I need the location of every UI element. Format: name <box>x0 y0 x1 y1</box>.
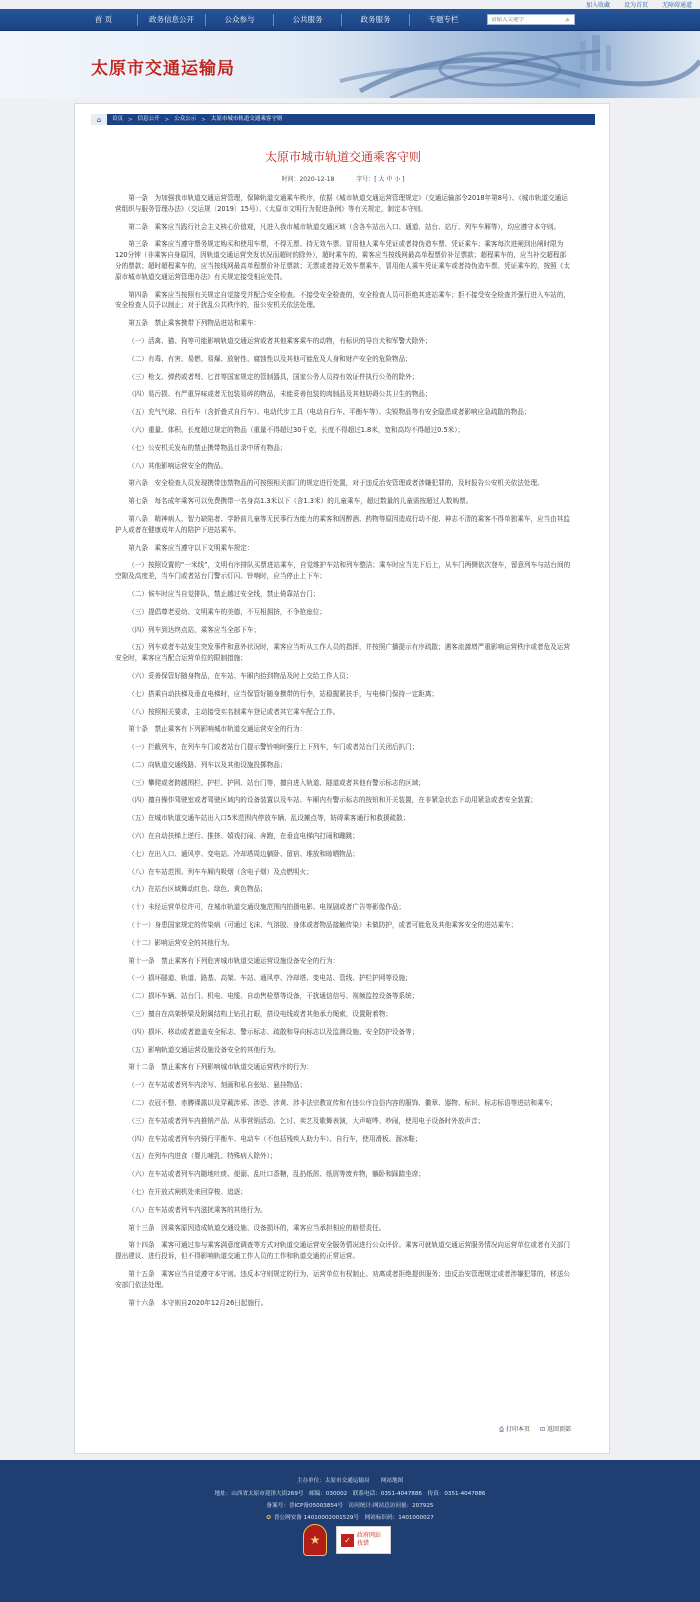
font-size-options[interactable]: [ 大 中 小 ] <box>374 176 405 183</box>
nav-public-service[interactable]: 公共服务 <box>292 14 323 24</box>
site-banner <box>0 31 700 98</box>
search-input[interactable] <box>491 17 561 23</box>
article-paragraph: （七）公安机关发布的禁止携带物品目录中所有物品； <box>128 443 287 452</box>
article-paragraph: （六）在车站或者列车内随地吐痰、便溺、乱吐口香糖，乱扔纸屑、纸屑等废弃物，躺卧和踩踏坐席； <box>128 1170 425 1179</box>
article-paragraph: （十一）身患国家规定的传染病（可通过飞沫、气溶胶、身体或者物品接触传染）未做防护，或者可能危及其他乘客安全的进站乘车； <box>128 921 518 930</box>
breadcrumb-current: 太原市城市轨道交通乘客守则 <box>210 116 283 122</box>
article-paragraph: （一）损坏隧道、轨道、路基、高架、车站、通风亭、冷却塔、变电站、管线、护栏护网等设施； <box>128 974 412 983</box>
article-paragraph: （七）在开放式闸机处来回穿梭、追逐； <box>128 1188 247 1197</box>
back-to-top-button[interactable] <box>540 1424 571 1434</box>
doc-meta <box>75 174 611 183</box>
article-paragraph: 第七条 每名成年乘客可以免费携带一名身高1.3米以下（含1.3米）的儿童乘车，超过数量的儿童需按超过人数购票。 <box>128 497 473 506</box>
article-paragraph: 第二条 乘客应当践行社会主义核心价值观，凡进入我市城市轨道交通区域（含各车站出入口、通道、站台、站厅、列车车厢等），均应遵守本守则。 <box>128 222 561 231</box>
article-paragraph: （二）衣冠不整、赤膊裸露以及穿戴涉邪、涉恐、涉黄、涉非法宗教宣传和有违公序良俗内容的服饰、徽章、器物、标识、标志标语等进站和乘车； <box>128 1099 557 1108</box>
article-paragraph: （一）拦截列车，在列车车门或者站台门提示警铃响时强行上下列车，车门或者站台门关闭后扒门； <box>128 743 419 752</box>
article-paragraph: （一）在车站或者列车内涂写、刻画和私自张贴、悬挂物品； <box>128 1081 307 1090</box>
article-paragraph: 第九条 乘客应当遵守以下文明乘车规定： <box>128 543 254 552</box>
article-paragraph: （七）在出入口、通风亭、变电站、冷却塔周边躺卧、留宿、堆放和晾晒物品； <box>128 849 359 858</box>
article-paragraph: 第三条 乘客应当遵守票务规定购买和使用车票，不得无票、持无效车票、冒用他人乘车凭证或者持伪造车票、凭证乘车；乘客每次进闸到出闸时限为120分钟（非乘客自身原因，因轨道交通运营突发状况而超时的除外），超时乘车的，乘客应当按线网最高单程票价补足票款；超程乘车的，应当补交超程部分的票款；超时超程乘车的，应当按线网最高单程票价补足票款；无票或者持无效车票乘车，冒用他人乘车凭证乘车或者持伪造车票、凭证乘车的，按照《太原市城市轨道交通运营管理办法》有关规定接受相应处罚。 <box>115 240 570 281</box>
article-body <box>115 193 571 1308</box>
article-paragraph: 第一条 为加强我市轨道交通运营管理，保障轨道交通乘车秩序，依据《城市轨道交通运营管理规定》（交通运输部令2018年第8号）、《城市轨道交通运营组织与服务管理办法》（交运规〔2019〕15号）、《太原市文明行为促进条例》等有关规定，制定本守则。 <box>115 194 568 213</box>
article-paragraph: （八）在车站或者列车内滋扰乘客的其他行为。 <box>128 1205 267 1214</box>
article-paragraph: （五）影响轨道交通运营设施设备安全的其他行为。 <box>128 1045 280 1054</box>
print-button[interactable] <box>499 1424 530 1434</box>
article-paragraph: （四）在车站或者列车内骑行平衡车、电动车（不包括残疾人助力车）、自行车，使用滑板、溜冰鞋； <box>128 1134 422 1143</box>
article-paragraph: （六）妥善保管好随身物品，在车站、车厢内拾到物品及时上交给工作人员； <box>128 671 353 680</box>
article-paragraph: （五）充气气球、自行车（含折叠式自行车）、电动代步工具（电动自行车、平衡车等）、尖锐物品等有安全隐患或者影响应急疏散的物品； <box>128 408 531 417</box>
footer-icp: 备案号：晋ICP备05003854号 访问统计:网站总访问量：207925 <box>266 1503 434 1509</box>
article-paragraph: （八）按照相关要求，主动接受实名制乘车登记或者其它乘车配合工作。 <box>128 707 340 716</box>
nav-special-topics[interactable]: 专题专栏 <box>428 14 459 24</box>
article-paragraph: （三）提倡尊老爱幼、文明乘车的美德，不互相拥挤，不争抢座位； <box>128 607 326 616</box>
search-icon[interactable]: ⌕ <box>565 16 570 24</box>
article-paragraph: （六）重量、体积、长度超过规定的物品（重量不得超过30千克，长度不得超过1.8米，宽和高均不得超过0.5米）； <box>128 425 465 434</box>
article-paragraph: （三）擅自在高架桥梁及附属结构上钻孔打眼，搭设电线或者其他承力绳索，设置附着物； <box>128 1010 392 1019</box>
article-paragraph: 第六条 安全检查人员发现携带违禁物品的可按照相关部门的规定进行处置，对于违反治安管理或者涉嫌犯罪的，及时报告公安机关依法处理。 <box>128 479 544 488</box>
set-homepage-link[interactable]: 设为首页 <box>623 2 648 9</box>
gov-site-badge-text <box>357 1532 381 1548</box>
article-paragraph: （四）易污损、有严重异味或者无包装易碎的物品，未能妥善包装的肉制品及其他妨碍公共卫生的物品； <box>128 390 432 399</box>
article-paragraph: （五）在城市轨道交通车站出入口5米范围内停放车辆、乱设摊点等，妨碍乘客通行和救援疏散； <box>128 814 410 823</box>
add-favorite-link[interactable]: 加入收藏 <box>585 2 610 9</box>
home-icon[interactable]: ⌂ <box>91 114 107 125</box>
nav-info-disclosure[interactable]: 政务信息公开 <box>149 14 194 24</box>
article-paragraph: （六）在自动扶梯上逆行、推挤、嬉戏打闹、奔跑，在垂直电梯内打闹和蹦跳； <box>128 832 359 841</box>
nav-gov-service[interactable]: 政务服务 <box>360 14 391 24</box>
article-paragraph: （五）列车或者车站发生突发事件和意外状况时，乘客应当听从工作人员的指挥，并按照广播提示有序疏散；遇客流激增严重影响运营秩序或者危及运营安全时，乘客应当配合运营单位的限制措施； <box>115 643 570 663</box>
accessibility-link[interactable]: 无障碍通道 <box>661 2 692 9</box>
article-paragraph: 第八条 精神病人、智力缺陷者、学龄前儿童等无民事行为能力的乘客和因醉酒、药物等原因造成行动不便、神志不清的乘客不得单独乘车，应当由其监护人或者在健康成年人的陪护下进站乘车。 <box>115 514 570 534</box>
page-title: 太原市城市轨道交通乘客守则 <box>264 150 421 164</box>
article-paragraph: （九）在站台区域舞动红色、绿色、黄色物品； <box>128 885 267 894</box>
article-paragraph: （一）活禽、猫、狗等可能影响轨道交通运营或者其他乘客乘车的动物，有标识的导盲犬和军警犬除外； <box>128 336 432 345</box>
footer-police-row <box>0 1513 700 1521</box>
article-paragraph: （三）枪支、弹药或者弩、匕首等国家规定的管制器具，国家公务人员持有效证件执行公务的除外； <box>128 372 419 381</box>
article-paragraph: （一）按照设置的“一米线”，文明有序排队买票进站乘车，自觉维护车站和列车整洁；乘车时应当先下后上，从车门两侧依次登车，留意列车与站台间的空隙及高度差，当车门或者站台门警示灯闪、铃响时，应当停止上下车； <box>115 561 571 581</box>
article-paragraph: （四）损坏、移动或者遮盖安全标志、警示标志、疏散和导向标志以及监测设施、安全防护设备等； <box>128 1027 419 1036</box>
nav-home[interactable]: 首 页 <box>94 14 113 24</box>
font-size-label: 字号： <box>356 176 375 183</box>
search-box <box>487 14 575 25</box>
article-paragraph: （二）候车时应当自觉排队，禁止越过安全线，禁止倚靠站台门； <box>128 589 320 598</box>
gov-badge-line2: 找错 <box>357 1540 370 1547</box>
gov-site-icon: ✓ <box>341 1534 354 1547</box>
breadcrumb-home[interactable]: 首页 <box>112 116 124 122</box>
article-paragraph: （四）擅自操作驾驶室或者驾驶区域内的设备装置以及车站、车厢内有警示标志的按钮和开关装置，在非紧急状态下动用紧急或者安全装置； <box>128 796 537 805</box>
article-paragraph: （三）攀爬或者跨越围栏、护栏、护网、站台门等，擅自进入轨道、隧道或者其他有警示标志的区域； <box>128 778 425 787</box>
article-paragraph: （八）其他影响运营安全的物品。 <box>128 461 228 470</box>
footer-host: 主办单位：太原市交通运输局 网站地图 <box>296 1478 404 1484</box>
article-paragraph: 第十三条 因乘客原因造成轨道交通设施、设备损坏的，乘客应当承担相应的赔偿责任。 <box>128 1223 386 1232</box>
article-paragraph: （三）在车站或者列车内推销产品、从事营销活动、乞讨、卖艺及歌舞表演，大声喧哗、吵闹，使用电子设备时外放声音； <box>128 1116 485 1125</box>
breadcrumb-separator: > <box>128 116 133 123</box>
police-badge-icon: ✪ <box>266 1515 271 1521</box>
publish-date: 时间：2020-12-18 <box>281 176 335 183</box>
gov-badge-line1: 政府网站 <box>357 1532 382 1539</box>
breadcrumb-separator: > <box>201 116 206 123</box>
page-actions <box>499 1424 571 1434</box>
gov-site-error-badge[interactable] <box>336 1526 391 1554</box>
article-paragraph: （五）在列车内进食（婴儿哺乳、特殊病人除外）； <box>128 1152 277 1161</box>
main-nav <box>0 9 700 31</box>
back-top-label: 返回顶部 <box>546 1426 571 1433</box>
article-paragraph: 第四条 乘客应当按照有关规定自觉接受并配合安全检查。不接受安全检查的，安全检查人员可拒绝其进站乘车；拒不接受安全检查并强行进入车站的，安全检查人员予以制止；对于扰乱公共秩序的，报公安机关依法处理。 <box>115 290 570 310</box>
print-label: 打印本页 <box>505 1426 530 1433</box>
article-paragraph: （十二）影响运营安全的其他行为。 <box>128 938 234 947</box>
article-paragraph: （十）未经运营单位许可，在城市轨道交通设施范围内拍摄电影、电视剧或者广告等影像作品； <box>128 903 406 912</box>
arrow-up-icon: ⊡ <box>539 1426 545 1433</box>
party-emblem-icon[interactable]: ★ <box>303 1524 327 1556</box>
article-paragraph: （七）搭乘自动扶梯及垂直电梯时，应当保管好随身携带的行李，站稳握紧扶手，与电梯门保持一定距离； <box>128 689 439 698</box>
nav-public-participation[interactable]: 公众参与 <box>224 14 255 24</box>
article-paragraph: 第十四条 乘客可通过参与乘客满意度调查等方式对轨道交通运营安全服务情况进行公众评价。乘客可就轨道交通运营服务情况向运营单位或者有关部门提出建议、进行投诉，但不得影响轨道交通工作人员的工作和轨道交通的正常运营。 <box>115 1241 570 1261</box>
article-paragraph: 第十二条 禁止乘客有下列影响城市轨道交通运营秩序的行为： <box>128 1063 313 1072</box>
content-panel <box>74 103 610 1454</box>
article-paragraph: 第十五条 乘客应当自觉遵守本守则。违反本守则规定的行为，运营单位有权制止、劝离或者拒绝提供服务；违反治安管理规定或者涉嫌犯罪的，移送公安部门依法处理。 <box>115 1270 570 1289</box>
article-paragraph: 第十一条 禁止乘客有下列危害城市轨道交通运营设施设备安全的行为： <box>128 956 340 965</box>
article-paragraph: 第十条 禁止乘客有下列影响城市轨道交通运营安全的行为： <box>128 725 307 734</box>
article-paragraph: （四）列车到达终点站，乘客应当全部下车； <box>128 625 261 634</box>
article-paragraph: （二）向轨道交通线路、列车以及其他设施投掷物品； <box>128 760 287 769</box>
site-title: 太原市交通运输局 <box>91 59 235 79</box>
article-paragraph: （二）损坏车辆、站台门、机电、电缆、自动售检票等设备，干扰通信信号、视频监控设备等系统； <box>128 992 419 1001</box>
article-paragraph: 第十六条 本守则自2020年12月26日起施行。 <box>128 1298 268 1307</box>
breadcrumb-info[interactable]: 信息公开 <box>137 116 160 122</box>
article-paragraph: 第五条 禁止乘客携带下列物品进站和乘车： <box>128 319 261 328</box>
printer-icon: ⎙ <box>499 1426 504 1433</box>
article-paragraph: （八）在车站范围、列车车厢内吸烟（含电子烟）及点燃明火； <box>128 867 313 876</box>
footer-police: 晋公网安备 14010002001529号 网站标识码：1401000027 <box>273 1515 434 1521</box>
breadcrumb-separator: > <box>164 116 170 123</box>
font-size-control <box>356 176 404 183</box>
site-footer <box>0 1460 700 1602</box>
breadcrumb-notice[interactable]: 公众公示 <box>174 116 197 122</box>
bridge-illustration <box>300 31 700 98</box>
breadcrumb <box>91 114 595 125</box>
footer-address: 地址：山西省太原市迎泽大街269号 邮编：030002 联系电话：0351-4047886 传真：0351-4047886 <box>214 1491 486 1497</box>
article-paragraph: （二）有毒、有害、易燃、易爆、放射性、腐蚀性以及其他可能危及人身和财产安全的危险物品； <box>128 354 412 363</box>
